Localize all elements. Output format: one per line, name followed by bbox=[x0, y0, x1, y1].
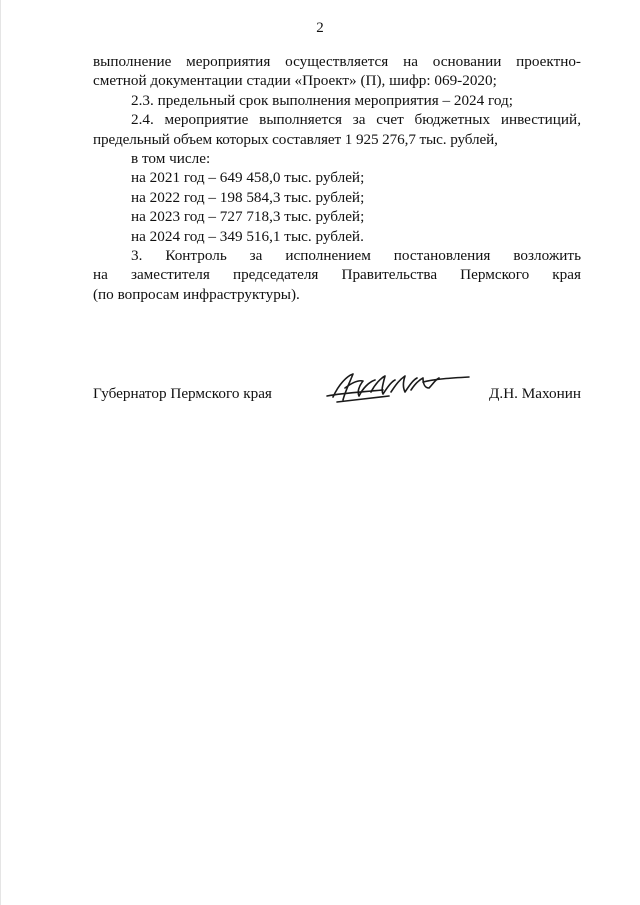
funding-year-2024: на 2024 год – 349 516,1 тыс. рублей. bbox=[131, 227, 364, 245]
paragraph-clause-2-4: 2.4. мероприятие выполняется за счет бюджетных инвестиций, bbox=[131, 111, 581, 129]
paragraph-line: (по вопросам инфраструктуры). bbox=[93, 285, 300, 303]
paragraph-clause-2-3: 2.3. предельный срок выполнения мероприятия – 2024 год; bbox=[131, 91, 513, 109]
scan-edge bbox=[0, 0, 1, 905]
document-body bbox=[93, 52, 581, 304]
funding-year-2022: на 2022 год – 198 584,3 тыс. рублей; bbox=[131, 188, 365, 206]
handwritten-signature bbox=[323, 366, 473, 410]
funding-year-2021: на 2021 год – 649 458,0 тыс. рублей; bbox=[131, 169, 365, 187]
page-number: 2 bbox=[316, 20, 324, 36]
paragraph-clause-3: 3. Контроль за исполнением постановления возложить bbox=[131, 247, 581, 265]
signatory-name: Д.Н. Махонин bbox=[489, 385, 581, 402]
paragraph-line: сметной документации стадии «Проект» (П), шифр: 069-2020; bbox=[93, 72, 497, 90]
paragraph-line: выполнение мероприятия осуществляется на основании проектно- bbox=[93, 53, 581, 70]
funding-year-2023: на 2023 год – 727 718,3 тыс. рублей; bbox=[131, 208, 365, 226]
paragraph-line: на заместителя председателя Правительства Пермского края bbox=[93, 266, 581, 284]
signatory-title: Губернатор Пермского края bbox=[93, 385, 272, 402]
paragraph-line: предельный объем которых составляет 1 925 276,7 тыс. рублей, bbox=[93, 130, 498, 148]
paragraph-line: в том числе: bbox=[131, 150, 211, 168]
